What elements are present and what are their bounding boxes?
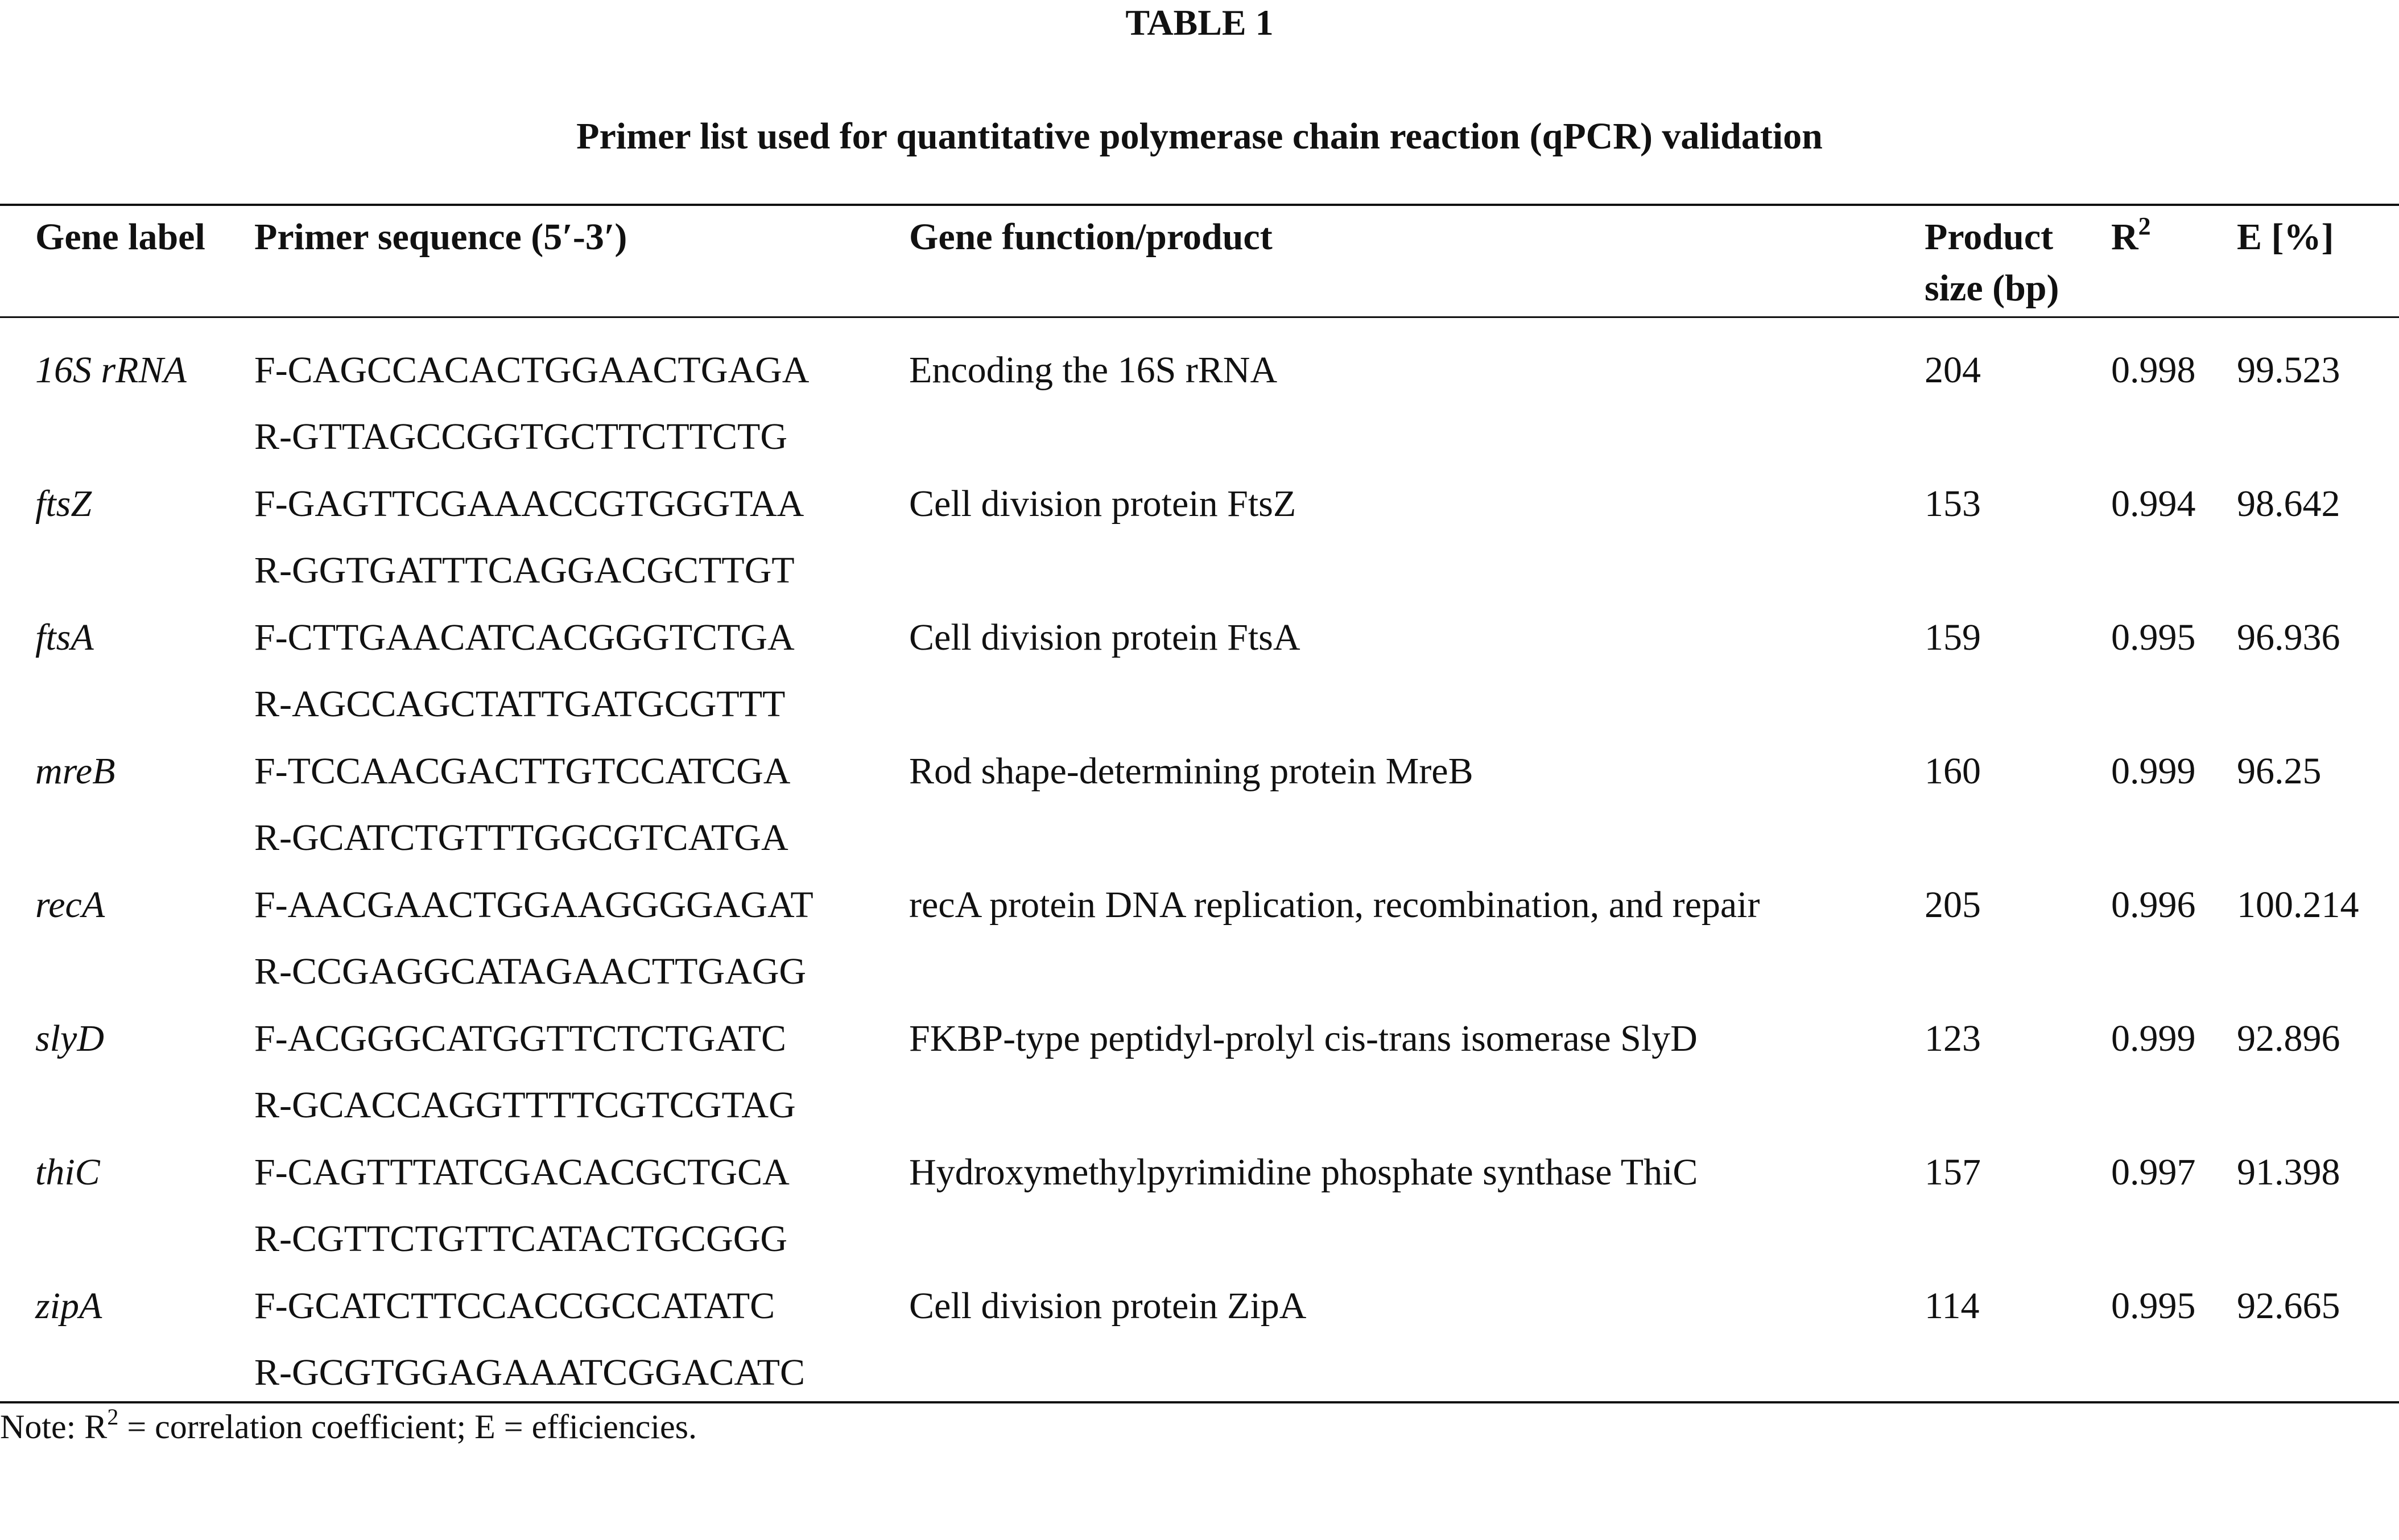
primer-sequence-cell — [254, 738, 790, 871]
r2-cell: 0.995 — [2111, 1285, 2196, 1327]
gene-label-cell: zipA — [35, 1285, 102, 1327]
reverse-primer: R-GCGTGGAGAAATCGGACATC — [254, 1352, 806, 1393]
gene-function-cell: Cell division protein FtsZ — [909, 483, 1296, 525]
header-gene-function: Gene function/product — [909, 216, 1273, 258]
gene-label-cell: ftsA — [35, 617, 94, 658]
r2-cell: 0.994 — [2111, 483, 2196, 525]
reverse-primer: R-AGCCAGCTATTGATGCGTTT — [254, 683, 786, 725]
reverse-primer: R-GCACCAGGTTTTCGTCGTAG — [254, 1084, 796, 1126]
forward-primer: F-CAGTTTATCGACACGCTGCA — [254, 1151, 790, 1193]
table-label: TABLE 1 — [1125, 2, 1274, 43]
primer-sequence-cell — [254, 604, 795, 737]
note-sup: 2 — [107, 1404, 119, 1430]
product-size-cell: 114 — [1925, 1285, 1980, 1327]
primer-sequence-cell — [254, 337, 809, 470]
forward-primer: F-GAGTTCGAAACCGTGGGTAA — [254, 483, 804, 525]
header-product-size — [1925, 212, 2059, 314]
r2-cell: 0.999 — [2111, 1018, 2196, 1059]
header-product-size-line1: Product — [1925, 216, 2054, 258]
table-top-rule — [0, 204, 2399, 206]
reverse-primer: R-CCGAGGCATAGAACTTGAGG — [254, 951, 807, 992]
product-size-cell: 159 — [1925, 617, 1981, 658]
product-size-cell: 160 — [1925, 750, 1981, 792]
gene-function-cell: FKBP-type peptidyl-prolyl cis-trans isomerase SlyD — [909, 1018, 1698, 1059]
forward-primer: F-CAGCCACACTGGAACTGAGA — [254, 349, 810, 391]
header-efficiency: E [%] — [2237, 216, 2334, 258]
forward-primer: F-AACGAACTGGAAGGGGAGAT — [254, 884, 814, 926]
r2-cell: 0.996 — [2111, 884, 2196, 926]
header-primer-sequence: Primer sequence (5′-3′) — [254, 216, 627, 258]
reverse-primer: R-GGTGATTTCAGGACGCTTGT — [254, 550, 795, 591]
gene-function-cell: Rod shape-determining protein MreB — [909, 750, 1473, 792]
forward-primer: F-GCATCTTCCACCGCCATATC — [254, 1285, 775, 1327]
header-gene-label: Gene label — [35, 216, 205, 258]
primer-sequence-cell — [254, 470, 804, 604]
header-product-size-line2: size (bp) — [1925, 267, 2059, 309]
gene-label-cell: slyD — [35, 1018, 104, 1059]
product-size-cell: 157 — [1925, 1151, 1981, 1193]
r2-cell: 0.995 — [2111, 617, 2196, 658]
gene-label-cell: ftsZ — [35, 483, 92, 525]
table-bottom-rule — [0, 1401, 2399, 1403]
gene-label-cell: 16S rRNA — [35, 349, 187, 391]
reverse-primer: R-CGTTCTGTTCATACTGCGGG — [254, 1218, 788, 1260]
primer-sequence-cell — [254, 1139, 790, 1272]
efficiency-cell: 92.896 — [2237, 1018, 2340, 1059]
gene-function-cell: Cell division protein ZipA — [909, 1285, 1307, 1327]
note-prefix: Note: R — [0, 1408, 108, 1446]
gene-function-cell: Hydroxymethylpyrimidine phosphate synthase ThiC — [909, 1151, 1698, 1193]
header-r2-base: R — [2111, 216, 2138, 258]
table-note — [0, 1404, 697, 1450]
reverse-primer: R-GCATCTGTTTGGCGTCATGA — [254, 817, 788, 858]
forward-primer: F-CTTGAACATCACGGGTCTGA — [254, 617, 795, 658]
gene-label-cell: mreB — [35, 750, 115, 792]
header-r2 — [2111, 212, 2151, 263]
product-size-cell: 153 — [1925, 483, 1981, 525]
efficiency-cell: 99.523 — [2237, 349, 2340, 391]
product-size-cell: 123 — [1925, 1018, 1981, 1059]
r2-cell: 0.997 — [2111, 1151, 2196, 1193]
note-suffix: = correlation coefficient; E = efficiencies. — [118, 1408, 697, 1446]
efficiency-cell: 91.398 — [2237, 1151, 2340, 1193]
reverse-primer: R-GTTAGCCGGTGCTTCTTCTG — [254, 416, 787, 457]
efficiency-cell: 96.25 — [2237, 750, 2322, 792]
product-size-cell: 204 — [1925, 349, 1981, 391]
forward-primer: F-ACGGGCATGGTTCTCTGATC — [254, 1018, 787, 1059]
efficiency-cell: 92.665 — [2237, 1285, 2340, 1327]
gene-function-cell: Encoding the 16S rRNA — [909, 349, 1278, 391]
table-header-rule — [0, 316, 2399, 318]
header-r2-sup: 2 — [2138, 212, 2151, 240]
r2-cell: 0.999 — [2111, 750, 2196, 792]
forward-primer: F-TCCAACGACTTGTCCATCGA — [254, 750, 791, 792]
efficiency-cell: 96.936 — [2237, 617, 2340, 658]
efficiency-cell: 100.214 — [2237, 884, 2359, 926]
gene-function-cell: Cell division protein FtsA — [909, 617, 1300, 658]
gene-label-cell: thiC — [35, 1151, 100, 1193]
efficiency-cell: 98.642 — [2237, 483, 2340, 525]
gene-function-cell: recA protein DNA replication, recombination, and repair — [909, 884, 1760, 926]
gene-label-cell: recA — [35, 884, 105, 926]
primer-sequence-cell — [254, 1273, 805, 1406]
primer-sequence-cell — [254, 1005, 796, 1138]
primer-sequence-cell — [254, 872, 814, 1005]
table-caption: Primer list used for quantitative polymerase chain reaction (qPCR) validation — [576, 115, 1823, 157]
r2-cell: 0.998 — [2111, 349, 2196, 391]
product-size-cell: 205 — [1925, 884, 1981, 926]
